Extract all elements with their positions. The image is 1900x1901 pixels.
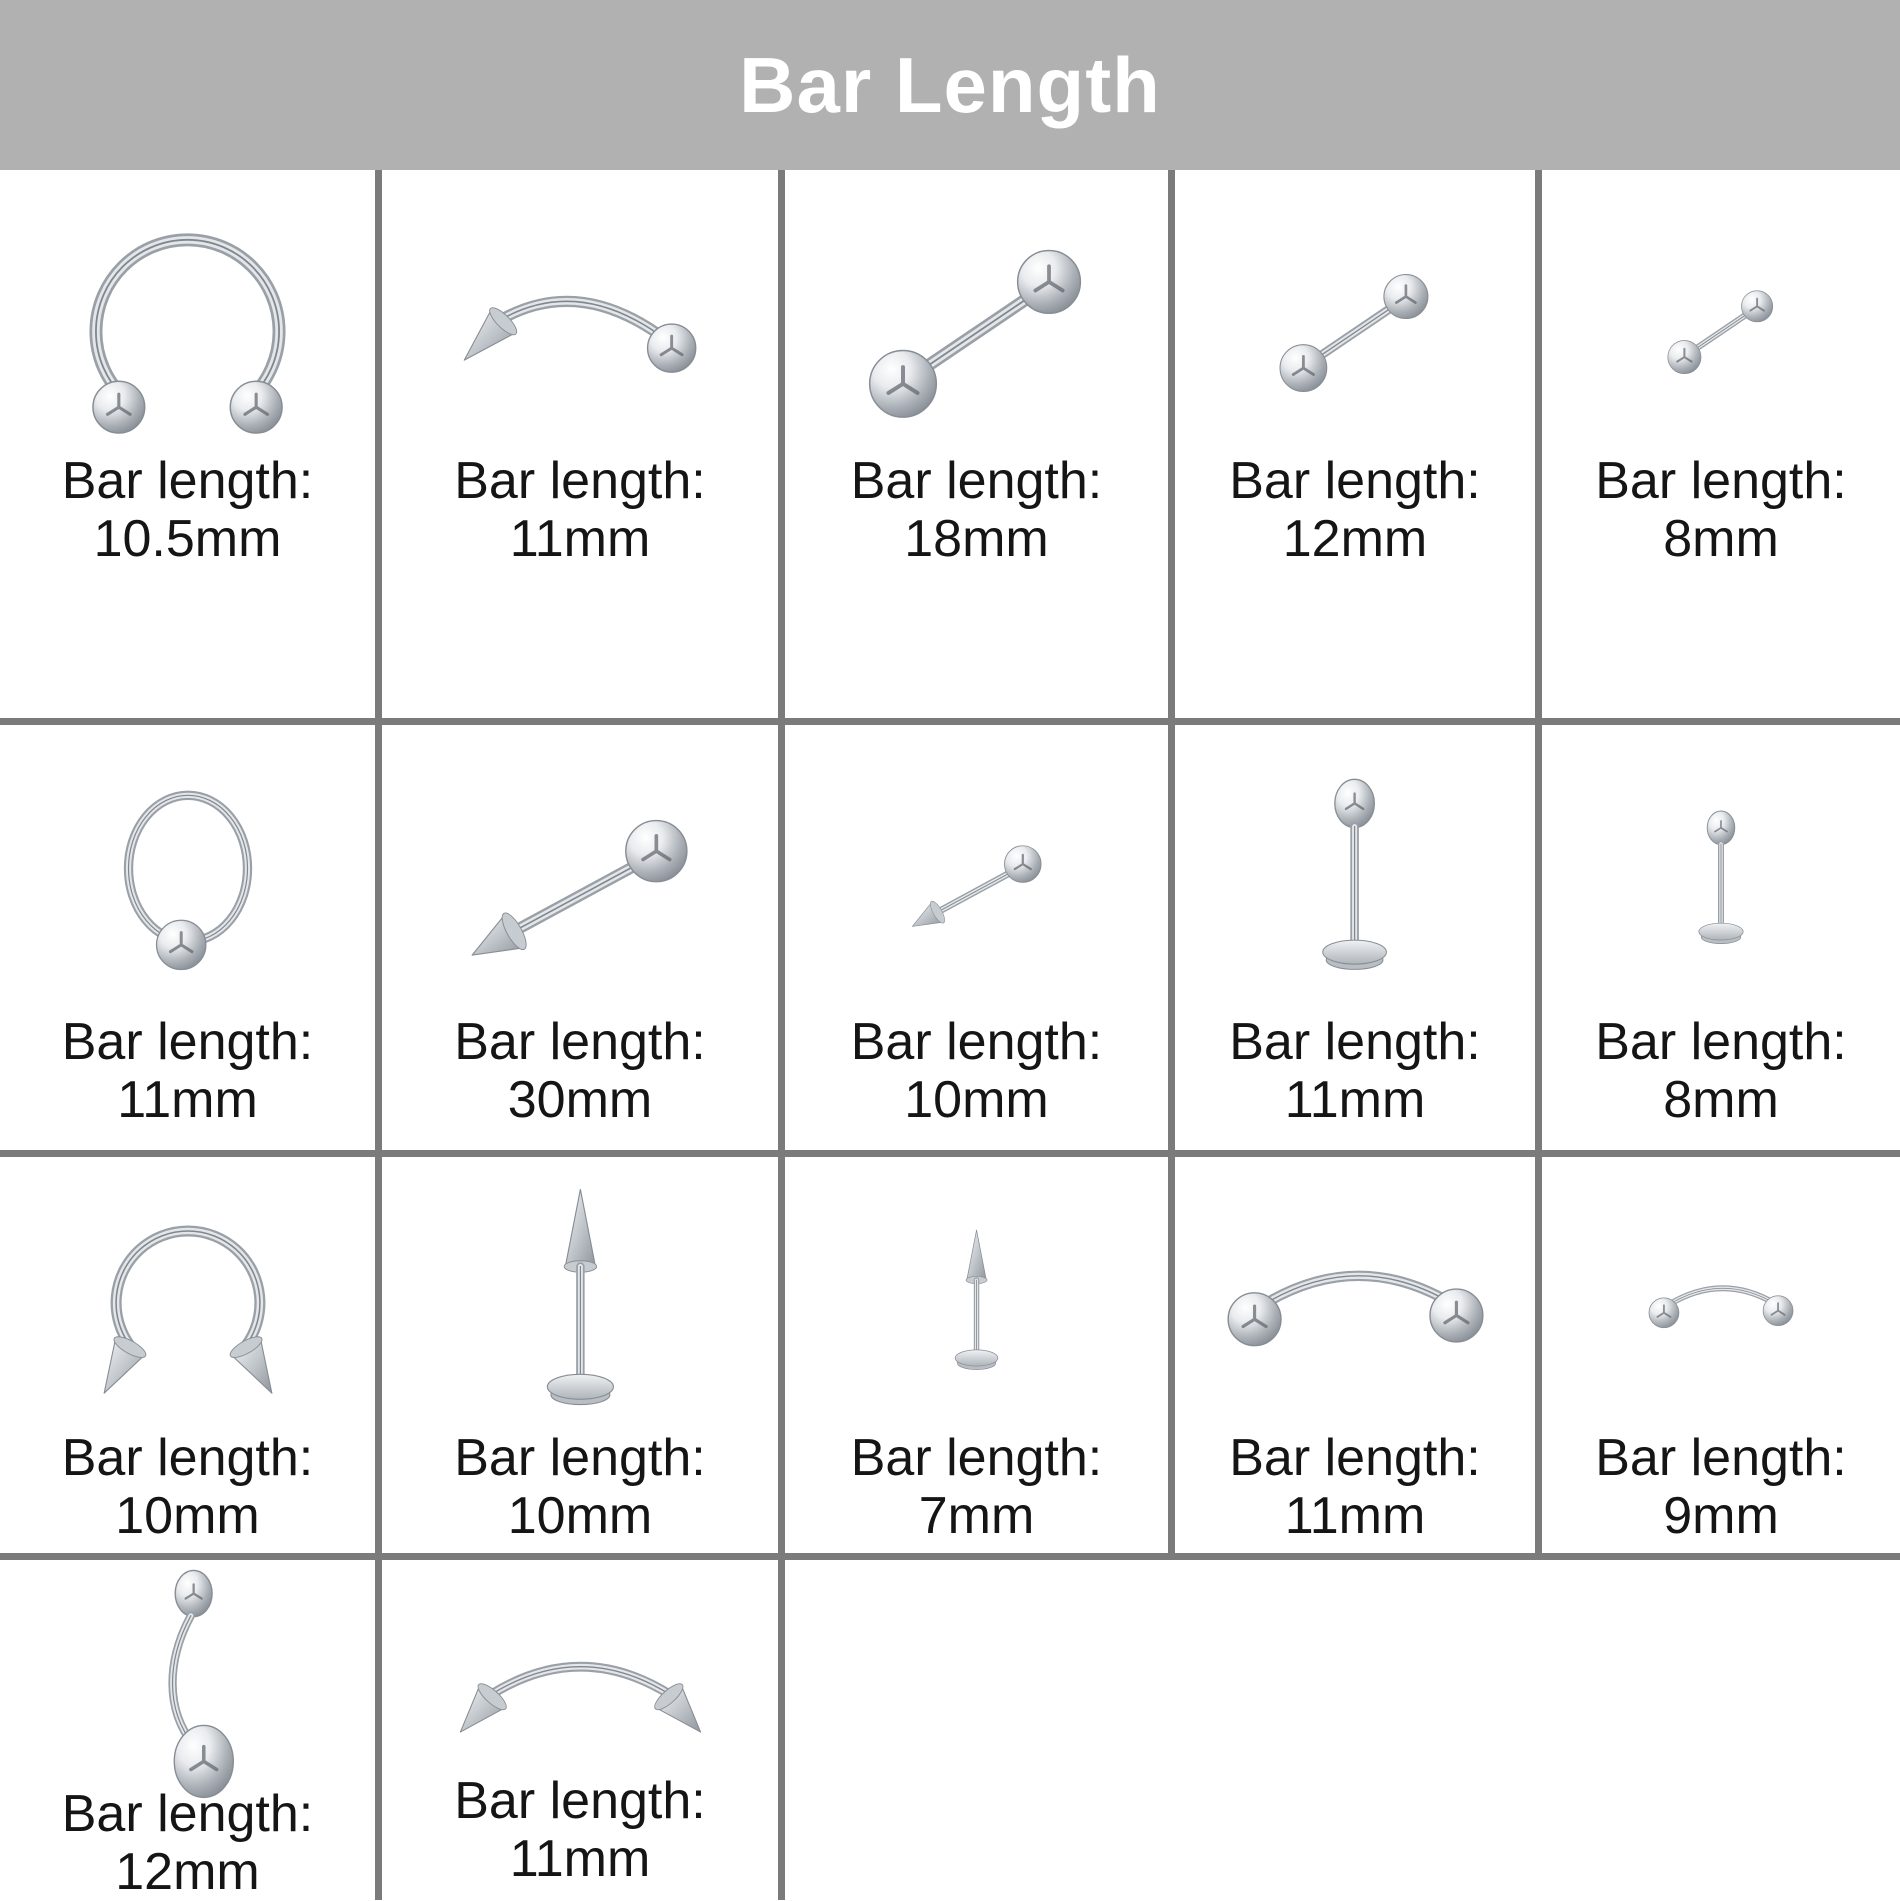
grid-row-1	[0, 170, 1900, 718]
bar-length-label: Bar length:	[1229, 452, 1481, 510]
bar-length-caption	[851, 452, 1103, 568]
bar-length-caption	[454, 1772, 706, 1888]
bar-length-value: 8mm	[1663, 510, 1779, 569]
bar-length-label: Bar length:	[454, 1013, 706, 1071]
bar-length-caption	[62, 452, 314, 568]
bar-length-caption	[62, 1785, 314, 1901]
bar-length-caption	[1229, 1429, 1481, 1545]
bar-length-label: Bar length:	[1595, 452, 1847, 510]
jewelry-cell	[1175, 725, 1542, 1150]
straight-barbell-spike-ball-long-icon	[455, 760, 705, 1005]
bar-length-value: 11mm	[509, 1830, 651, 1889]
jewelry-cell	[382, 170, 785, 718]
bar-length-label: Bar length:	[61, 1785, 314, 1843]
jewelry-cell	[1542, 725, 1900, 1150]
bar-length-label: Bar length:	[1595, 1013, 1847, 1071]
bar-length-caption	[62, 1013, 314, 1129]
labret-ball-stud-small-icon	[1685, 760, 1757, 1005]
jewelry-grid	[0, 170, 1900, 1900]
labret-ball-stud-icon	[1303, 760, 1406, 1005]
curved-barbell-spikes-icon	[448, 1625, 713, 1755]
straight-barbell-medium-icon	[1269, 216, 1441, 446]
bar-length-caption	[62, 1429, 314, 1545]
labret-spike-stud-icon	[524, 1189, 637, 1421]
captive-bead-ring-icon	[103, 760, 273, 1005]
bar-length-value: 10mm	[507, 1487, 653, 1546]
bar-length-label: Bar length:	[1229, 1013, 1481, 1071]
jewelry-cell	[785, 1157, 1175, 1553]
bar-length-value: 30mm	[507, 1071, 653, 1130]
bar-length-value: 11mm	[117, 1071, 258, 1130]
jewelry-cell	[1175, 1157, 1542, 1553]
bar-length-caption	[851, 1429, 1103, 1545]
curved-barbell-balls-icon	[1214, 1189, 1497, 1421]
jewelry-cell	[382, 725, 785, 1150]
horseshoe-balls-icon	[81, 216, 294, 446]
bar-length-caption	[1229, 452, 1481, 568]
jewelry-cell	[1175, 170, 1542, 718]
bar-length-label: Bar length:	[454, 1772, 706, 1830]
bar-length-label: Bar length:	[454, 1429, 706, 1487]
bar-length-caption	[1595, 452, 1847, 568]
bar-length-value: 7mm	[918, 1487, 1035, 1546]
bar-length-caption	[1229, 1013, 1481, 1129]
bar-length-value: 12mm	[115, 1843, 260, 1901]
curved-barbell-spike-ball-icon	[455, 216, 705, 446]
bar-length-label: Bar length:	[61, 1429, 314, 1487]
curved-barbell-balls-small-icon	[1641, 1189, 1801, 1421]
banana-barbell-vertical-icon	[118, 1583, 256, 1783]
jewelry-cell	[382, 1157, 785, 1553]
header-banner	[0, 0, 1900, 170]
bar-length-value: 11mm	[1284, 1487, 1426, 1546]
bar-length-label: Bar length:	[850, 1013, 1103, 1071]
bar-length-value: 12mm	[1282, 510, 1428, 569]
bar-length-value: 8mm	[1663, 1071, 1779, 1130]
straight-barbell-small-icon	[1660, 216, 1782, 446]
bar-length-label: Bar length:	[61, 452, 314, 510]
bar-length-value: 11mm	[509, 510, 651, 569]
jewelry-cell	[0, 725, 382, 1150]
empty-cell-area	[785, 1560, 1900, 1900]
jewelry-cell	[785, 170, 1175, 718]
bar-length-label: Bar length:	[850, 452, 1103, 510]
jewelry-cell	[0, 1560, 382, 1900]
grid-row-3	[0, 1150, 1900, 1553]
straight-barbell-large-icon	[854, 216, 1099, 446]
bar-length-value: 10mm	[115, 1487, 260, 1546]
bar-length-caption	[454, 1013, 706, 1129]
bar-length-value: 10.5mm	[93, 510, 282, 569]
bar-length-caption	[851, 1013, 1103, 1129]
bar-length-label: Bar length:	[61, 1013, 314, 1071]
jewelry-cell	[382, 1560, 785, 1900]
straight-barbell-spike-ball-small-icon	[902, 760, 1052, 1005]
bar-length-label: Bar length:	[454, 452, 706, 510]
page-title: Bar Length	[739, 40, 1161, 129]
grid-row-2	[0, 718, 1900, 1150]
jewelry-cell	[1542, 1157, 1900, 1553]
bar-length-caption	[1595, 1013, 1847, 1129]
bar-length-caption	[1595, 1429, 1847, 1545]
jewelry-cell	[785, 725, 1175, 1150]
jewelry-cell	[1542, 170, 1900, 718]
jewelry-cell	[0, 170, 382, 718]
horseshoe-spikes-icon	[82, 1189, 294, 1421]
bar-length-value: 18mm	[904, 510, 1049, 569]
bar-length-caption	[454, 1429, 706, 1545]
bar-length-caption	[454, 452, 706, 568]
grid-row-4	[0, 1553, 1900, 1900]
jewelry-cell	[0, 1157, 382, 1553]
bar-length-label: Bar length:	[1595, 1429, 1847, 1487]
bar-length-value: 9mm	[1663, 1487, 1779, 1546]
bar-length-value: 10mm	[904, 1071, 1049, 1130]
bar-length-label: Bar length:	[1229, 1429, 1481, 1487]
bar-length-value: 11mm	[1284, 1071, 1426, 1130]
bar-length-label: Bar length:	[850, 1429, 1103, 1487]
labret-spike-stud-small-icon	[940, 1189, 1013, 1421]
